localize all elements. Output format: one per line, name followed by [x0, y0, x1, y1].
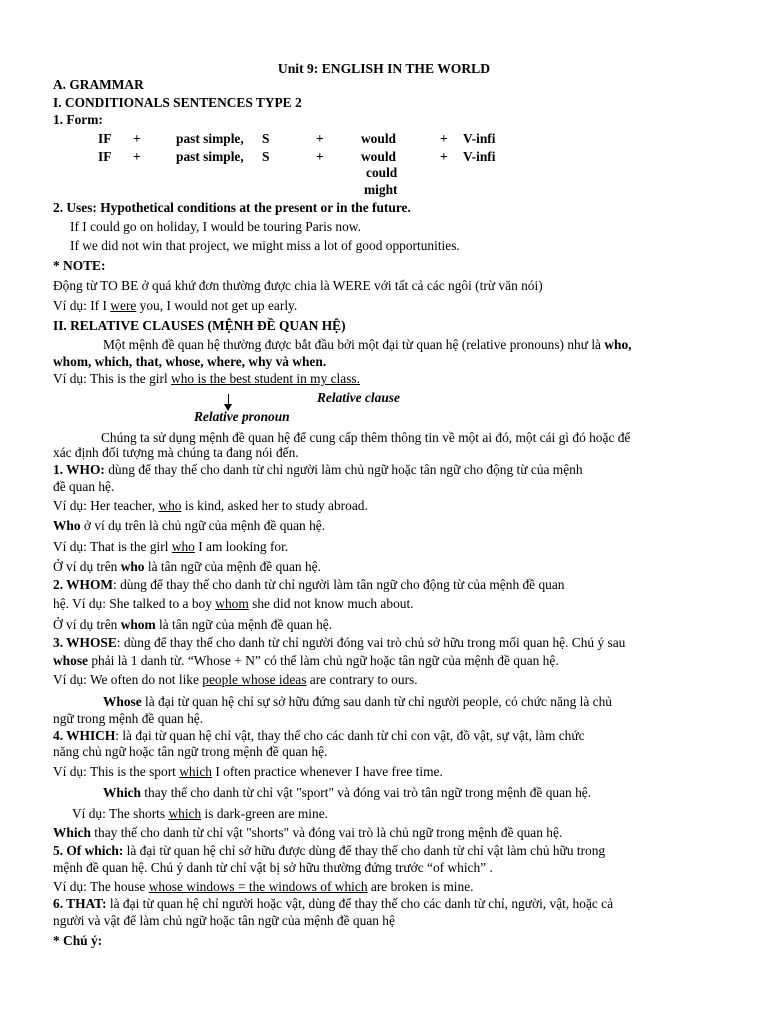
intro-line-2: whom, which, that, whose, where, why và when.: [53, 354, 327, 369]
formula-plus: +: [316, 131, 324, 146]
uses-example-1: If I could go on holiday, I would be touring Paris now.: [70, 219, 361, 234]
uses-example-2: If we did not win that project, we might miss a lot of good opportunities.: [70, 238, 460, 253]
formula-if: IF: [98, 149, 112, 164]
formula-plus: +: [316, 149, 324, 164]
uses-heading: 2. Uses: Hypothetical conditions at the present or in the future.: [53, 200, 411, 215]
which-note-2: Which thay thế cho danh từ chỉ vật "shorts" và đóng vai trò là chủ ngữ trong mệnh đề quan hệ.: [53, 825, 563, 840]
whom-definition: 2. WHOM: dùng để thay thế cho danh từ chỉ người làm tân ngữ cho động từ của mệnh đề quan: [53, 577, 565, 592]
section-conditionals-heading: I. CONDITIONALS SENTENCES TYPE 2: [53, 95, 302, 110]
who-example-1: Ví dụ: Her teacher, who is kind, asked her to study abroad.: [53, 498, 368, 513]
unit-title: Unit 9: ENGLISH IN THE WORLD: [277, 61, 491, 76]
who-example-2: Ví dụ: That is the girl who I am looking for.: [53, 539, 289, 554]
that-definition-cont: người và vật để làm chủ ngữ hoặc tân ngữ của mệnh đề quan hệ: [53, 913, 395, 928]
formula-past-simple: past simple,: [176, 131, 244, 146]
that-definition: 6. THAT: là đại từ quan hệ chỉ người hoặc vật, dùng để thay thế cho các danh từ chỉ, người, vật, hoặc cả: [53, 896, 614, 911]
formula-plus: +: [440, 131, 448, 146]
formula-would: would: [361, 149, 396, 164]
relative-clause-label: Relative clause: [317, 390, 400, 405]
intro-example: Ví dụ: This is the girl who is the best student in my class.: [53, 371, 360, 386]
intro-line-1: Một mệnh đề quan hệ thường được bắt đầu bởi một đại từ quan hệ (relative pronouns) như là who,: [103, 337, 632, 352]
of-which-example: Ví dụ: The house whose windows = the windows of which are broken is mine.: [53, 879, 474, 894]
note-chu-y-heading: * Chú ý:: [53, 933, 103, 948]
note-heading: * NOTE:: [53, 258, 106, 273]
of-which-definition: 5. Of which: là đại từ quan hệ chỉ sở hữu được dùng để thay thế cho danh từ chỉ vật làm chủ hữu trong: [53, 843, 606, 858]
formula-could: could: [366, 165, 398, 180]
whom-example: hệ. Ví dụ: She talked to a boy whom she did not know much about.: [53, 596, 414, 611]
who-definition-cont: đề quan hệ.: [53, 479, 115, 494]
which-definition-cont: năng chủ ngữ hoặc tân ngữ trong mệnh đề quan hệ.: [53, 744, 328, 759]
form-heading: 1. Form:: [53, 112, 103, 127]
formula-if: IF: [98, 131, 112, 146]
note-example: Ví dụ: If I were you, I would not get up early.: [53, 298, 298, 313]
paragraph-line-1: Chúng ta sử dụng mệnh đề quan hệ để cung cấp thêm thông tin về một ai đó, một cái gì đó hoặc để: [101, 430, 631, 445]
of-which-definition-cont: mệnh đề quan hệ. Chú ý danh từ chỉ vật bị sở hữu thường đứng trước “of which” .: [53, 860, 493, 875]
relative-pronoun-label: Relative pronoun: [194, 409, 290, 424]
formula-plus: +: [440, 149, 448, 164]
formula-past-simple: past simple,: [176, 149, 244, 164]
formula-plus: +: [133, 149, 141, 164]
formula-v-infi: V-infi: [463, 149, 496, 164]
paragraph-line-2: xác định đối tượng mà chúng ta đang nói đến.: [53, 445, 299, 460]
who-definition: 1. WHO: dùng để thay thế cho danh từ chỉ người làm chủ ngữ hoặc tân ngữ cho động từ của mệnh: [53, 462, 583, 477]
whose-example: Ví dụ: We often do not like people whose ideas are contrary to ours.: [53, 672, 418, 687]
section-a-heading: A. GRAMMAR: [53, 77, 144, 92]
whose-note-1: Whose là đại từ quan hệ chỉ sự sở hữu đứng sau danh từ chỉ người people, có chức năng là chủ: [103, 694, 612, 709]
whose-definition: 3. WHOSE: dùng để thay thế cho danh từ chỉ người đóng vai trò chủ sở hữu trong mối quan hệ. Chú ý sau: [53, 635, 626, 650]
note-text: Động từ TO BE ở quá khứ đơn thường được chia là WERE với tất cả các ngôi (trừ văn nói): [53, 278, 543, 293]
formula-plus: +: [133, 131, 141, 146]
formula-v-infi: V-infi: [463, 131, 496, 146]
which-note-1: Which thay thế cho danh từ chỉ vật "sport" và đóng vai trò tân ngữ trong mệnh đề quan hệ.: [103, 785, 592, 800]
which-definition: 4. WHICH: là đại từ quan hệ chỉ vật, thay thế cho các danh từ chỉ con vật, đồ vật, sự vật, làm chức: [53, 728, 585, 743]
section-relative-clauses-heading: II. RELATIVE CLAUSES (MỆNH ĐỀ QUAN HỆ): [53, 318, 346, 333]
who-note-2: Ở ví dụ trên who là tân ngữ của mệnh đề quan hệ.: [53, 559, 321, 574]
which-example-1: Ví dụ: This is the sport which I often practice whenever I have free time.: [53, 764, 443, 779]
formula-would: would: [361, 131, 396, 146]
whose-note-2: ngữ trong mệnh đề quan hệ.: [53, 711, 204, 726]
formula-s: S: [262, 149, 270, 164]
whom-note: Ở ví dụ trên whom là tân ngữ của mệnh đề quan hệ.: [53, 617, 333, 632]
whose-definition-cont: whose phải là 1 danh từ. “Whose + N” có thể làm chủ ngữ hoặc tân ngữ của mệnh đề quan hệ.: [53, 653, 559, 668]
formula-might: might: [364, 182, 398, 197]
formula-s: S: [262, 131, 270, 146]
which-example-2: Ví dụ: The shorts which is dark-green are mine.: [72, 806, 328, 821]
who-note-1: Who ở ví dụ trên là chủ ngữ của mệnh đề quan hệ.: [53, 518, 326, 533]
